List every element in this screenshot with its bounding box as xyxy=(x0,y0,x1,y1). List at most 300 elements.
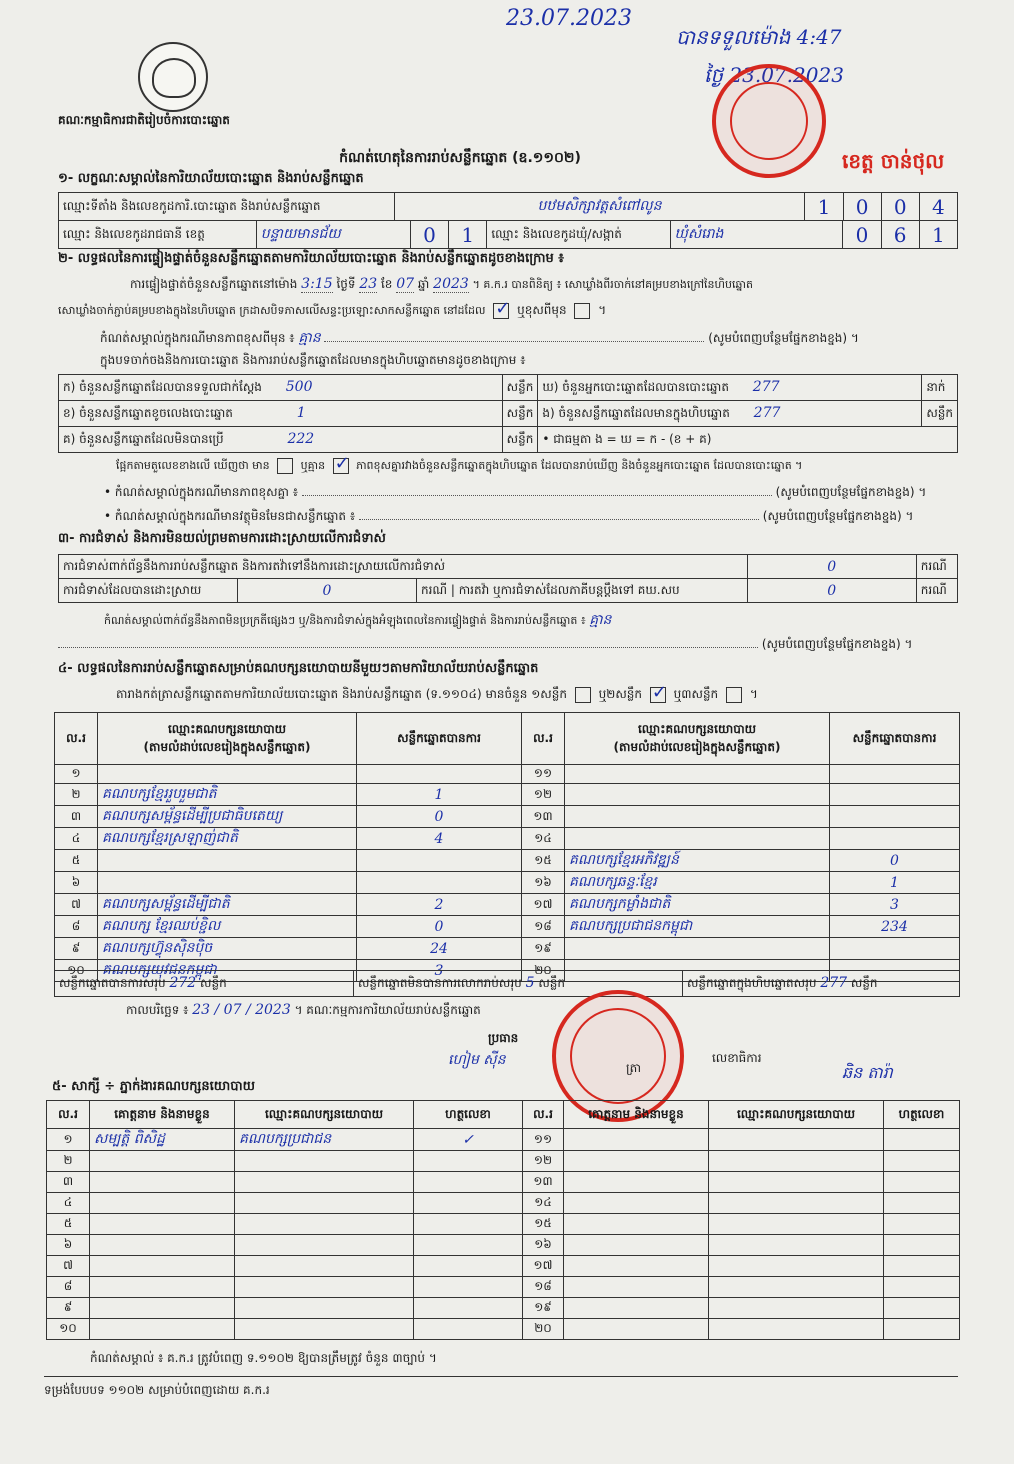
compare-b: ឬគ្មាន xyxy=(300,459,326,472)
witness-party xyxy=(709,1129,884,1151)
table-row xyxy=(55,828,960,850)
line1-d: ឆ្នាំ xyxy=(417,277,430,291)
code-digit: 1 xyxy=(919,221,957,249)
party-votes xyxy=(830,938,960,960)
row-no: ១ xyxy=(47,1129,90,1151)
footer-divider xyxy=(44,1376,958,1377)
stamp-label: ត្រា xyxy=(626,1061,641,1075)
witness-signature xyxy=(884,1193,960,1214)
line1-c: ខែ xyxy=(380,277,393,291)
witness-signature xyxy=(884,1256,960,1277)
intro-line: ក្នុងបទចាក់ចងនិងការបោះឆ្នោត និងការរាប់សន្លឹកឆ្នោតដែលមានក្នុងហិបឆ្នោតមានដូចខាងក្រោម ៖ xyxy=(100,353,526,367)
line1-a: ការផ្ទៀងផ្ទាត់ចំនួនសន្លឹកឆ្នោតនៅម៉ោង xyxy=(130,277,298,291)
party-name: គណបក្សឆន្ទៈខ្មែរ xyxy=(565,872,830,894)
table-row xyxy=(47,1172,960,1193)
row2b-label: ឈ្មោះ និងលេខកូដឃុំ/សង្កាត់ xyxy=(487,221,670,249)
section1-heading: ១- លក្ខណៈសម្គាល់នៃការិយាល័យបោះឆ្នោត និងរាប់សន្លឹកឆ្នោត xyxy=(58,171,364,186)
witness-name xyxy=(90,1298,235,1319)
col-party: ឈ្មោះគណបក្សនយោបាយ xyxy=(709,1101,884,1129)
code-digit: 1 xyxy=(449,221,487,249)
party-votes xyxy=(357,872,522,894)
witness-name xyxy=(564,1256,709,1277)
unit: សន្លឹក xyxy=(200,975,227,990)
witness-signature xyxy=(884,1214,960,1235)
province-label: ខេត្ត ចាន់ថុល xyxy=(842,149,945,173)
g-value: 222 xyxy=(287,430,315,447)
table-row xyxy=(55,894,960,916)
table-row xyxy=(47,1256,960,1277)
date-value: 23 / 07 / 2023 xyxy=(192,1002,291,1018)
witness-signature xyxy=(884,1319,960,1340)
secretary-signature: ឆិន តារ៉ា xyxy=(842,1063,893,1082)
table-row xyxy=(47,1151,960,1172)
witness-signature: ✓ xyxy=(414,1129,523,1151)
witness-name xyxy=(90,1193,235,1214)
unit: នាក់ xyxy=(922,375,958,401)
row-no: ១៧ xyxy=(522,894,565,916)
k-value: 500 xyxy=(285,378,313,395)
table-row xyxy=(47,1214,960,1235)
col-no: ល.រ xyxy=(522,713,565,765)
witness-signature xyxy=(884,1277,960,1298)
two-sheets-checkbox[interactable] xyxy=(650,687,666,703)
sum2-value: 5 xyxy=(525,974,535,991)
totals-table xyxy=(54,970,960,997)
col-party-title: ឈ្មោះគណបក្សនយោបាយ xyxy=(167,721,287,736)
witness-party xyxy=(709,1193,884,1214)
bullet1: • កំណត់សម្គាល់ក្នុងករណីមានភាពខុសគ្នា ៖ xyxy=(104,485,299,499)
row-no: ១៥ xyxy=(522,850,565,872)
row-no: ៦ xyxy=(55,872,98,894)
document-title: កំណត់ហេតុនៃការរាប់សន្លឹកឆ្នោត (ឧ.១១០២) xyxy=(339,150,581,166)
chair-label: ប្រធាន xyxy=(488,1031,519,1045)
witness-party xyxy=(235,1193,414,1214)
r2b-value: 0 xyxy=(747,579,916,603)
row2-label: ឈ្មោះ និងលេខកូដរាជធានី ខេត្ត xyxy=(59,221,257,249)
witness-name xyxy=(90,1214,235,1235)
row-no: ១៣ xyxy=(523,1172,564,1193)
objection-note-suffix: (សូមបំពេញបន្ថែមផ្នែកខាងខ្នង) ។ xyxy=(761,637,913,651)
note-value: គ្មាន xyxy=(298,330,321,346)
party-name: គណបក្សយុវជនកម្ពុជា xyxy=(98,960,357,982)
party-name xyxy=(565,784,830,806)
gh-label: ឃ) ចំនួនអ្នកបោះឆ្នោតដែលបានបោះឆ្នោត xyxy=(542,379,729,394)
changed-checkbox[interactable] xyxy=(574,303,590,319)
objection-note-label: កំណត់សម្គាល់ពាក់ព័ន្ធនឹងភាពមិនប្រក្រតីផ្សេងៗ ឬ/និងការជំទាស់ក្នុងអំឡុងពេលនៃការផ្ទៀងផ្ទាត់ និងការរាប់សន្លឹកឆ្នោត ៖ xyxy=(104,614,586,627)
r2b-label-text: ការតវ៉ា ឬការជំទាស់ដែលភាគីបន្តប្តឹងទៅ គឃ.សប xyxy=(458,582,680,597)
line1-b: ថ្ងៃទី xyxy=(336,277,356,291)
opt2: ឬ២សន្លឹក xyxy=(598,687,642,701)
org-name: គណៈកម្មាធិការជាតិរៀបចំការបោះឆ្នោត xyxy=(58,113,230,127)
ballot-counts-table xyxy=(58,374,958,453)
code-digit: 0 xyxy=(843,193,881,221)
row-no: ១២ xyxy=(522,784,565,806)
col-sign: ហត្ថលេខា xyxy=(884,1101,960,1129)
witness-signature xyxy=(884,1129,960,1151)
table-row xyxy=(55,850,960,872)
witness-name xyxy=(564,1214,709,1235)
col-party xyxy=(565,713,830,765)
row-no: ២០ xyxy=(522,960,565,982)
unit: ករណី xyxy=(916,579,957,603)
r2-label: ការជំទាស់ដែលបានដោះស្រាយ xyxy=(59,579,238,603)
bullet1-line xyxy=(104,484,958,502)
row-no: ១៤ xyxy=(523,1193,564,1214)
witness-name xyxy=(564,1172,709,1193)
row-no: ២ xyxy=(55,784,98,806)
no-difference-checkbox[interactable] xyxy=(333,458,349,474)
row2-value: បន្ទាយមានជ័យ xyxy=(256,221,410,249)
party-name: គណបក្សខ្មែររួបរួមជាតិ xyxy=(98,784,357,806)
formula: • ជាធម្មតា ង = ឃ = ក - (ខ + គ) xyxy=(538,427,958,453)
witness-table xyxy=(46,1100,960,1340)
witness-name xyxy=(90,1277,235,1298)
witness-party xyxy=(709,1151,884,1172)
section1-table xyxy=(58,192,958,221)
witness-signature xyxy=(414,1214,523,1235)
table-row xyxy=(55,916,960,938)
witness-party xyxy=(709,1256,884,1277)
row-no: ៧ xyxy=(47,1256,90,1277)
note-suffix: (សូមបំពេញបន្ថែមផ្នែកខាងខ្នង) ។ xyxy=(708,331,859,345)
row-no: ១២ xyxy=(523,1151,564,1172)
k-label: ក) ចំនួនសន្លឹកឆ្នោតដែលបានទទួលជាក់ស្តែង xyxy=(63,379,262,394)
compare-line xyxy=(116,458,958,475)
party-votes xyxy=(357,850,522,872)
unit: សន្លឹក xyxy=(502,375,538,401)
party-votes: 0 xyxy=(830,850,960,872)
unit: សន្លឹក xyxy=(502,427,538,453)
witness-party xyxy=(235,1319,414,1340)
verify-time: 3:15 xyxy=(301,276,333,292)
row-no: ១៩ xyxy=(523,1298,564,1319)
one-sheet-checkbox[interactable] xyxy=(575,687,591,703)
section4-intro-line: តារាងកត់ត្រាសន្លឹកឆ្នោតតាមការិយាល័យបោះឆ្នោត និងរាប់សន្លឹកឆ្នោត (ទ.១១០៤) មានចំនួន ១សន្លឹក ឬ២សន្លឹក ✓ ឬ៣សន្លឹក ។ xyxy=(116,686,758,704)
line2-text: សោឃ្លាំងចាក់ភ្ជាប់គម្របខាងក្នុងនៃហិបឆ្នោត ក្រដាសបិទភាសលើសន្ទះប្រឡោះសាកសន្លឹកឆ្នោត នៅដដែល xyxy=(58,304,486,317)
table-row xyxy=(55,872,960,894)
code-digit: 4 xyxy=(919,193,957,221)
party-name: គណបក្សសម្ព័ន្ធដើម្បីជាតិ xyxy=(98,894,357,916)
r1-label: ការជំទាស់ពាក់ព័ន្ធនឹងការរាប់សន្លឹកឆ្នោត និងការតវ៉ាទៅនឹងការដោះស្រាយលើការជំទាស់ xyxy=(59,555,748,579)
party-votes: 234 xyxy=(830,916,960,938)
col-no: ល.រ xyxy=(55,713,98,765)
note-label: កំណត់សម្គាល់ក្នុងករណីមានភាពខុសពីមុន ៖ xyxy=(100,331,295,345)
three-sheets-checkbox[interactable] xyxy=(726,687,742,703)
party-votes: 0 xyxy=(357,806,522,828)
unit: សន្លឹក xyxy=(922,401,958,427)
section4-intro: តារាងកត់ត្រាសន្លឹកឆ្នោតតាមការិយាល័យបោះឆ្នោត និងរាប់សន្លឹកឆ្នោត (ទ.១១០៤) មានចំនួន ១សន្លឹក xyxy=(116,687,567,701)
ng-value: 277 xyxy=(753,404,781,421)
party-votes: 24 xyxy=(357,938,522,960)
date-label: កាលបរិច្ឆេទ ៖ xyxy=(126,1003,189,1017)
handwritten-received-note: បានទទួលម៉ោង 4:47 xyxy=(676,25,842,49)
party-votes: 0 xyxy=(357,916,522,938)
witness-signature xyxy=(414,1319,523,1340)
table-row xyxy=(47,1235,960,1256)
date-suffix: ។ គណៈកម្មការការិយាល័យរាប់សន្លឹកឆ្នោត xyxy=(294,1003,481,1017)
row-no: ៥ xyxy=(47,1214,90,1235)
row-no: ៨ xyxy=(55,916,98,938)
table-row xyxy=(55,765,960,784)
unchanged-checkbox[interactable] xyxy=(493,303,509,319)
witness-signature xyxy=(414,1256,523,1277)
col-no: ល.រ xyxy=(523,1101,564,1129)
witness-party xyxy=(709,1214,884,1235)
col-party xyxy=(98,713,357,765)
row-no: ២ xyxy=(47,1151,90,1172)
row-no: ៩ xyxy=(55,938,98,960)
footer-note: កំណត់សម្គាល់ ៖ គ.ក.រ ត្រូវបំពេញ ទ.១១០២ ឱ្យបានត្រឹមត្រូវ ចំនួន ៣ច្បាប់ ។ xyxy=(90,1351,437,1365)
row-no: ១ xyxy=(55,765,98,784)
form-note: ទម្រង់បែបបទ ១១០២ សម្រាប់បំពេញដោយ គ.ក.រ xyxy=(44,1383,270,1397)
row-no: ១៣ xyxy=(522,806,565,828)
handwritten-received-date: ថ្ងៃ 23.07.2023 xyxy=(704,63,844,87)
row-no: ១៧ xyxy=(523,1256,564,1277)
handwritten-date: 23.07.2023 xyxy=(506,6,632,31)
row-no: ៧ xyxy=(55,894,98,916)
party-votes: 3 xyxy=(830,894,960,916)
row-no: ៥ xyxy=(55,850,98,872)
witness-signature xyxy=(414,1277,523,1298)
table-row xyxy=(55,806,960,828)
witness-signature xyxy=(884,1235,960,1256)
sum3-label: សន្លឹកឆ្នោតក្នុងហិបឆ្នោតសរុប xyxy=(687,975,817,990)
witness-name xyxy=(564,1298,709,1319)
party-votes xyxy=(830,828,960,850)
unit: សន្លឹក xyxy=(538,975,566,990)
nec-emblem-icon xyxy=(138,42,208,112)
party-name xyxy=(98,872,357,894)
party-votes: 1 xyxy=(357,784,522,806)
code-digit: 6 xyxy=(881,221,919,249)
witness-signature xyxy=(884,1151,960,1172)
row-no: ៩ xyxy=(47,1298,90,1319)
bullet2: • កំណត់សម្គាល់ក្នុងករណីមានវត្ថុមិនមែនជាសន្លឹកឆ្នោត ៖ xyxy=(104,509,356,523)
witness-signature xyxy=(884,1298,960,1319)
table-row xyxy=(55,938,960,960)
witness-name xyxy=(90,1256,235,1277)
col-name: គោត្តនាម និងនាមខ្លួន xyxy=(90,1101,235,1129)
party-name: គណបក្សប្រជាជនកម្ពុជា xyxy=(565,916,830,938)
opt3: ឬ៣សន្លឹក xyxy=(673,687,719,701)
bullet2-line xyxy=(104,508,958,526)
line2-or: ឬខុសពីមុន xyxy=(517,303,567,317)
party-name: គណបក្សហ៊្វុនស៊ិនប៉ិច xyxy=(98,938,357,960)
row1-value: បឋមសិក្សាវត្តសំពៅលូន xyxy=(394,193,805,221)
table-row xyxy=(47,1277,960,1298)
witness-party xyxy=(709,1235,884,1256)
party-votes xyxy=(830,806,960,828)
party-results-table xyxy=(54,712,960,982)
witness-name xyxy=(564,1193,709,1214)
row-no: ៤ xyxy=(55,828,98,850)
section3-heading: ៣- ការជំទាស់ និងការមិនយល់ព្រមតាមការដោះស្រាយលើការជំទាស់ xyxy=(58,531,386,546)
row2b-value: ឃុំសំរោង xyxy=(670,221,843,249)
witness-party: គណបក្សប្រជាជន xyxy=(235,1129,414,1151)
witness-name xyxy=(564,1129,709,1151)
col-votes: សន្លឹកឆ្នោតបានការ xyxy=(830,713,960,765)
compare-a: ផ្អែកតាមតួលេខខាងលើ ឃើញថា មាន xyxy=(116,459,270,472)
objections-table xyxy=(58,554,958,603)
party-name xyxy=(565,938,830,960)
row-no: ៨ xyxy=(47,1277,90,1298)
party-votes: 1 xyxy=(830,872,960,894)
row-no: ១៨ xyxy=(523,1277,564,1298)
code-digit: 1 xyxy=(805,193,843,221)
row-no: ១៦ xyxy=(522,872,565,894)
objection-note-value: គ្មាន xyxy=(589,612,612,628)
party-votes xyxy=(357,765,522,784)
row-no: ១១ xyxy=(523,1129,564,1151)
row-no: ១៩ xyxy=(522,938,565,960)
row-no: ១៤ xyxy=(522,828,565,850)
witness-party xyxy=(235,1214,414,1235)
witness-party xyxy=(235,1151,414,1172)
col-name: គោត្តនាម និងនាមខ្លួន xyxy=(564,1101,709,1129)
sum2-label: សន្លឹកឆ្នោតមិនបានការលោករាប់សរុប xyxy=(358,975,522,990)
section1-table-row2 xyxy=(58,220,958,249)
witness-signature xyxy=(414,1235,523,1256)
party-name xyxy=(98,850,357,872)
row-no: ៣ xyxy=(47,1172,90,1193)
party-name xyxy=(565,806,830,828)
line1-e: ។ គ.ក.រ បានពិនិត្យ ៖ សោឃ្លាំងពីរចាក់នៅគម្របខាងក្រៅនៃហិបឆ្នោត xyxy=(472,278,753,291)
table-row xyxy=(47,1129,960,1151)
party-name xyxy=(565,765,830,784)
party-votes xyxy=(830,784,960,806)
witness-name xyxy=(564,1235,709,1256)
party-votes: 4 xyxy=(357,828,522,850)
section5-heading: ៥- សាក្សី ÷ ភ្នាក់ងារគណបក្សនយោបាយ xyxy=(52,1079,255,1094)
party-name xyxy=(98,765,357,784)
kh-label: ខ) ចំនួនសន្លឹកឆ្នោតខូចលេងបោះឆ្នោត xyxy=(63,405,233,420)
witness-party xyxy=(235,1298,414,1319)
verify-month: 07 xyxy=(396,276,415,292)
col-party-title: ឈ្មោះគណបក្សនយោបាយ xyxy=(637,721,757,736)
witness-party xyxy=(235,1172,414,1193)
witness-name xyxy=(90,1235,235,1256)
has-difference-checkbox[interactable] xyxy=(277,458,293,474)
row-no: ១៨ xyxy=(522,916,565,938)
col-party-sub: (តាមលំដាប់លេខរៀងក្នុងសន្លឹកឆ្នោត) xyxy=(143,739,311,754)
witness-signature xyxy=(414,1172,523,1193)
ng-label: ង) ចំនួនសន្លឹកឆ្នោតដែលមានក្នុងហិបឆ្នោត xyxy=(542,405,730,420)
change-note-line xyxy=(100,328,958,349)
party-votes: 3 xyxy=(357,960,522,982)
verification-line xyxy=(130,276,958,294)
col-votes: សន្លឹកឆ្នោតបានការ xyxy=(357,713,522,765)
secretary-label: លេខាធិការ xyxy=(712,1051,762,1065)
witness-name xyxy=(90,1319,235,1340)
fill-back: (សូមបំពេញបន្ថែមផ្នែកខាងខ្នង) ។ xyxy=(775,485,927,499)
sum1-value: 272 xyxy=(169,974,197,991)
compare-c: ភាពខុសគ្នារវាងចំនួនសន្លឹកឆ្នោតក្នុងហិបឆ្នោត ដែលបានរាប់ឃើញ និងចំនួនអ្នកបោះឆ្នោត ដែលបានបោះឆ្នោត ។ xyxy=(356,459,803,472)
table-row xyxy=(47,1319,960,1340)
code-digit: 0 xyxy=(881,193,919,221)
unit: សន្លឹក xyxy=(850,975,878,990)
row-no: ១០ xyxy=(55,960,98,982)
party-votes: 2 xyxy=(357,894,522,916)
verify-year: 2023 xyxy=(433,276,469,292)
chair-signature: ហៀម ស៊ីន xyxy=(448,1052,506,1068)
sum3-value: 277 xyxy=(820,974,848,991)
col-party: ឈ្មោះគណបក្សនយោបាយ xyxy=(235,1101,414,1129)
party-votes xyxy=(830,765,960,784)
unit: ករណី xyxy=(916,555,957,579)
fill-back: (សូមបំពេញបន្ថែមផ្នែកខាងខ្នង) ។ xyxy=(762,509,914,523)
witness-name xyxy=(564,1319,709,1340)
section2-heading: ២- លទ្ធផលនៃការផ្ទៀងផ្ទាត់ចំនួនសន្លឹកឆ្នោតតាមការិយាល័យបោះឆ្នោត និងរាប់សន្លឹកឆ្នោតដូចខាងក្រោម ៖ xyxy=(58,251,564,266)
verification-line-2: សោឃ្លាំងចាក់ភ្ជាប់គម្របខាងក្នុងនៃហិបឆ្នោត ក្រដាសបិទភាសលើសន្ទះប្រឡោះសាកសន្លឹកឆ្នោត នៅដដែល ✓ ឬខុសពីមុន ។ xyxy=(58,302,958,320)
table-row xyxy=(55,784,960,806)
witness-party xyxy=(709,1319,884,1340)
witness-party xyxy=(235,1235,414,1256)
witness-name xyxy=(564,1151,709,1172)
r2-value: 0 xyxy=(238,579,417,603)
col-sign: ហត្ថលេខា xyxy=(414,1101,523,1129)
kh-value: 1 xyxy=(296,404,306,421)
objection-note-line-2 xyxy=(58,636,958,654)
verify-day: 23 xyxy=(359,276,378,292)
row-no: ៦ xyxy=(47,1235,90,1256)
witness-signature xyxy=(414,1298,523,1319)
witness-party xyxy=(235,1256,414,1277)
party-name xyxy=(565,828,830,850)
witness-signature xyxy=(884,1172,960,1193)
code-digit: 0 xyxy=(410,221,448,249)
row-no: ៤ xyxy=(47,1193,90,1214)
party-name: គណបក្សខ្មែរស្រឡាញ់ជាតិ xyxy=(98,828,357,850)
witness-party xyxy=(235,1277,414,1298)
row-no: ១១ xyxy=(522,765,565,784)
col-party-sub: (តាមលំដាប់លេខរៀងក្នុងសន្លឹកឆ្នោត) xyxy=(613,739,781,754)
witness-name xyxy=(564,1277,709,1298)
row-no: ២០ xyxy=(523,1319,564,1340)
date-line xyxy=(126,1002,481,1020)
r1-value: 0 xyxy=(747,555,916,579)
witness-name: សម្បត្តិ ពិសិដ្ឋ xyxy=(90,1129,235,1151)
row-no: ១០ xyxy=(47,1319,90,1340)
party-name: គណបក្សសម្ព័ន្ធដើម្បីប្រជាធិបតេយ្យ xyxy=(98,806,357,828)
witness-name xyxy=(90,1172,235,1193)
table-row xyxy=(47,1298,960,1319)
col-no: ល.រ xyxy=(47,1101,90,1129)
r2b-label: ករណី | ការតវ៉ា ឬការជំទាស់ដែលភាគីបន្តប្តឹងទៅ គឃ.សប xyxy=(417,579,748,603)
row-no: ១៥ xyxy=(523,1214,564,1235)
row-no: ១៦ xyxy=(523,1235,564,1256)
witness-party xyxy=(709,1172,884,1193)
witness-name xyxy=(90,1151,235,1172)
row-no: ៣ xyxy=(55,806,98,828)
sum1-label: សន្លឹកឆ្នោតបានការសរុប xyxy=(59,975,166,990)
objection-note-line xyxy=(104,610,958,631)
party-name: គណបក្សខ្មែរអភិវឌ្ឍន៍ xyxy=(565,850,830,872)
witness-signature xyxy=(414,1193,523,1214)
code-digit: 0 xyxy=(843,221,881,249)
witness-party xyxy=(709,1277,884,1298)
table-row xyxy=(47,1193,960,1214)
party-name: គណបក្ស ខ្មែរឈប់ខ្ជិល xyxy=(98,916,357,938)
section4-heading: ៤- លទ្ធផលនៃការរាប់សន្លឹកឆ្នោតសម្រាប់គណបក្សនយោបាយនីមួយៗតាមការិយាល័យរាប់សន្លឹកឆ្នោត xyxy=(58,661,539,676)
g-label: គ) ចំនួនសន្លឹកឆ្នោតដែលមិនបានប្រើ xyxy=(63,431,224,446)
row1-label: ឈ្មោះទីតាំង និងលេខកូដការិ.បោះឆ្នោត និងរាប់សន្លឹកឆ្នោត xyxy=(59,193,395,221)
unit: សន្លឹក xyxy=(502,401,538,427)
party-name: គណបក្សកម្លាំងជាតិ xyxy=(565,894,830,916)
unit: ករណី xyxy=(421,582,448,597)
gh-value: 277 xyxy=(752,378,780,395)
witness-party xyxy=(709,1298,884,1319)
witness-signature xyxy=(414,1151,523,1172)
